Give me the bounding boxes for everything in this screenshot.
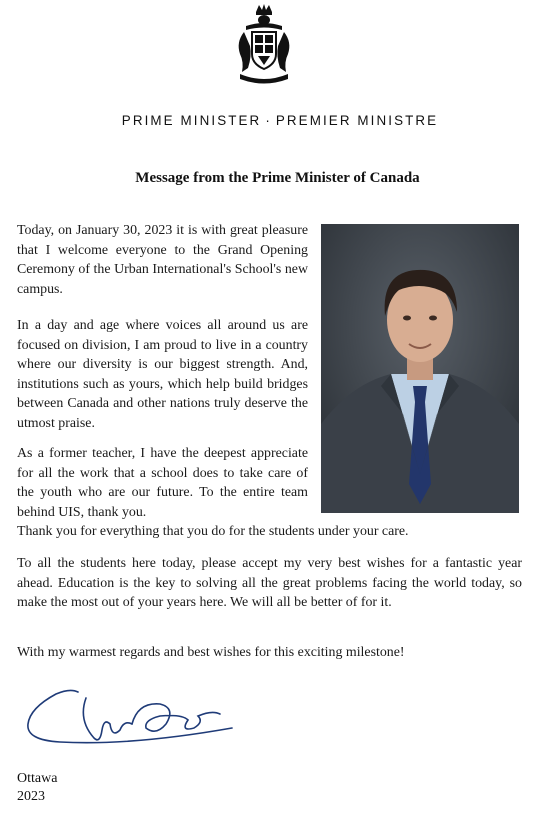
paragraph-regards: With my warmest regards and best wishes for this exciting milestone! — [17, 645, 405, 660]
letterhead-office — [60, 113, 500, 128]
paragraph-students: To all the students here today, please accept my very best wishes for a fantastic year ahead. Education is the key to solving all the great problems facing the world today, so make the most out of your years here. We will all be better of for it. — [17, 556, 522, 610]
paragraph-teacher — [17, 444, 409, 542]
office-title-en: PRIME MINISTER — [121, 113, 262, 128]
closing-place — [17, 770, 57, 806]
closing-city: Ottawa — [17, 771, 58, 786]
portrait-photo-icon — [321, 224, 519, 513]
signature-icon — [20, 680, 260, 756]
paragraph-diversity: In a day and age where voices all around us are focused on division, I am proud to live in a country where our diversity is our biggest strength. And, institutions such as yours, which help build bridges between Canada and other nations truly deserve the utmost praise. — [17, 318, 308, 431]
letter-title: Message from the Prime Minister of Canada — [135, 170, 420, 186]
prime-minister-portrait — [321, 224, 519, 513]
coat-of-arms-icon — [232, 2, 296, 88]
paragraph-welcome: Today, on January 30, 2023 it is with great pleasure that I welcome everyone to the Grand Opening Ceremony of the Urban International's School's new campus. — [17, 223, 308, 297]
office-title-fr: PREMIER MINISTRE — [275, 113, 439, 128]
paragraph-teacher-text: As a former teacher, I have the deepest appreciate for all the work that a school does to take care of the youth who are our future. To the entire team behind UIS, thank you. — [17, 446, 308, 520]
office-separator: · — [265, 113, 272, 128]
closing-year: 2023 — [17, 789, 45, 804]
paragraph-thanks-line: Thank you for everything that you do for the students under your care. — [17, 524, 409, 539]
